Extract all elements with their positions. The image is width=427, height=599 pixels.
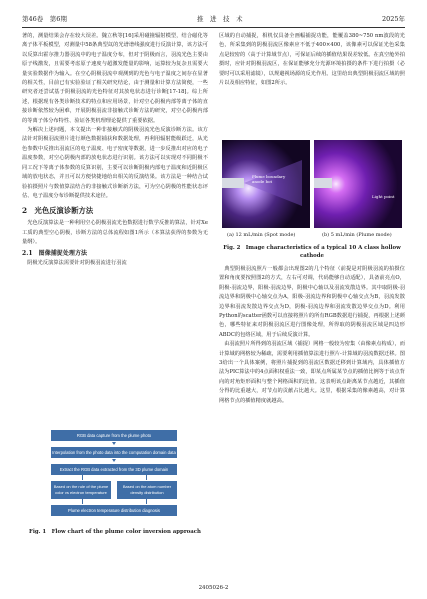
figure-2-caption: Fig. 2 Image characteristics of a typical 10 A class hollow cathode: [223, 245, 401, 259]
right-para-1: 区域的自动捕捉，相机仅具备全画幅捕捉功能，能覆盖380~750 nm波段的光色，所采集到的阴极羽流区像素应不低于400×400，该像素可以保证光色采集点是较密的（高于计算域节点），可保证后续的插值结果误差较低。在真空舱外拍摄时，应针对阴极羽流区，在保证能够充分光源环境拍摄的条件下进行拍摄（必要时可以采用滤镜），以规避视场源的反光作用。这里给出典型阴极羽流区域的照片以及相应特征，如图2所示。: [219, 33, 405, 87]
subcaption-a: (a) 12 mL/min (Spot mode): [227, 232, 296, 238]
figure-1-caption: Fig. 1 Flow chart of the plume color inversion approach: [29, 529, 201, 535]
right-column: [219, 32, 405, 88]
right-para-2: 典型阴极羽流照片一般都会出现图2的几个特征（前提是对阴极羽流的拍摄位置和角度要按照图2的方式，左右可对调，代码能够自动适配），具备前亮点O，阴极-羽流边界，阳极-羽流边界，阴极中心轴以及羽流发散边界。其中取阴极-羽流边界和阴极中心轴交点为A，阳极-羽流边界和阴极中心轴交点为B，羽流发散边界和羽流发散边界交点为D，阴极-羽流边界和羽流发散边界交点为D。利用Python的scatter函数可以直接将照片的所有RGB数据进行捕捉，再根据上述颜色，哪些特征来对阴极羽流区进行图像处理，所得取的阴极羽流区域是四边形ABDC的包络区域，用于后续反演计算。: [219, 266, 405, 338]
plume-photo-plume-mode: [314, 140, 402, 228]
left-para-2: 为解决上述问题，本文提出一种非接触式的阴极羽流光色反演诊断方法。该方法针对阴极羽流照片进行颜色数据捕获和数据处理，再利用辐射能级跃迁，从光色参数中反推出羽流区的电子温度、电子密度等数据，进一步反推出对应的电子温度参数，对空心阴极内部的放电状态进行识别。该方法可以实现对不同阴极不同工况下等离子体参数的反算识别，主要可以诊断阴极内部电子温度和近阴极区域的放电状态，并且可以方便快捷地给出相关的反演结果。该方法是一种结合试验拍摄照片与数值算法结合的非接触式诊断新方法，可为空心阴极的性能状态评估、电子温度分布诊断提供技术途径。: [22, 127, 208, 199]
photo-b-annotation: Light point: [372, 194, 395, 199]
flow-arrow: [112, 442, 116, 445]
flow-connector: [82, 475, 83, 480]
subcaption-b: (b) 5 mL/min (Plume mode): [322, 232, 392, 238]
photo-a-annotation: Plume boundary anode bot: [252, 174, 286, 184]
flow-connector: [146, 475, 147, 480]
flow-step-5: Plume electron temperature distribution diagnosis: [51, 505, 177, 516]
flow-step-4b: Based on the atom number density distribution: [117, 481, 177, 499]
header-rule: [22, 27, 405, 28]
right-para-3: 由羽流照片所得到的羽流区域（捕捉）网格一般较为密集（由像素点构成），而计算域的网格较为稀疏，需要利用插值算法进行照片-计算域的羽流数据迁移。图3给出一个具体案例，将照片捕捉到的羽流区数据迁移到计算域内，具体插值方法为PIC算法中的4点面积权重法一致，即某点所属某节点的插值比例等于该点背向的对角矩形面积与整个网格面积的比值。这表明该点距离某节点越近，其插值分得的比重越大，对节点的贡献占比越大。这里，根据采集的像素越高，对计算网格节点的插值精度就越高。: [219, 341, 405, 404]
section-heading: 2 光色反演诊断方法: [22, 206, 94, 216]
figure-1-flowchart: [22, 428, 208, 578]
left-para-3: 光色反演算法是一种利用空心阴极羽流光色数据进行数学反推的算法，针对Xe工质的典型空心阴极，诊断方法的总体流程如图1所示（本算法获得的参数为无量纲）。: [22, 220, 208, 246]
flow-step-3: Extract the RGB data extracted from the 3D plume domain: [51, 464, 177, 475]
subsection-heading: 2.1 图像捕捉处理方法: [22, 249, 88, 257]
left-para-1: 著的，测量结果会存在较大误差。魏立秋等[16]采用碰撞辐射模型，结合磁化等离子体平板模型，对测量中58条典型氙的光谱谱线强度进行反演计算，该方法可以反算出霍尔推力器羽流中的电子温度分布，但对于阴极而言，羽流光色主要由原子线激发，且需要考虑原子速度与超激发能量的影响，运算较为复杂且需要大量实验数据作为输入。在空心阴极羽流中观测到的光色与电子温度之间存在显著的相关性，目前已有实验验证了相关研究结论，由于测量和计算方法简便，一些研究者还尝试基于阴极羽流的光色特征对其放电状态进行诊断[17-18]。综上所述，根据现有各类诊断技术的特点和应用场景，针对空心阴极内部等离子体的直接诊断依然较为困难，开展阴极羽流非接触式诊断方法的研究，对空心阴极内部的等离子体分布特性、验证各类机理理论提供了重要依据。: [22, 33, 208, 124]
left-para-4: 阴极光反演算法需要针对阴极羽流进行羽流: [27, 259, 127, 266]
right-column-lower: [219, 265, 405, 406]
flow-connector: [82, 499, 83, 504]
plume-photo-spot-mode: [222, 140, 310, 228]
flow-step-1: RGB data capture from the plume photo: [51, 430, 177, 441]
running-header: [22, 14, 405, 26]
header-year: 2025年: [381, 15, 405, 23]
header-journal: 推 进 技 术: [197, 15, 243, 23]
page-number: 2405026-2: [198, 585, 229, 591]
left-column: [22, 32, 208, 268]
plume-image-b: [314, 140, 402, 228]
header-volume: 第46卷 第6期: [22, 15, 67, 23]
plume-image-a: [222, 140, 310, 228]
flow-step-4a: Based on the rule of the plume color vs electron temperature: [51, 481, 111, 499]
flow-step-2: Interpolation from the photo data into the computation domain data: [51, 447, 177, 458]
figure-2: [219, 140, 405, 260]
flow-connector: [146, 499, 147, 504]
flow-arrow: [112, 459, 116, 462]
